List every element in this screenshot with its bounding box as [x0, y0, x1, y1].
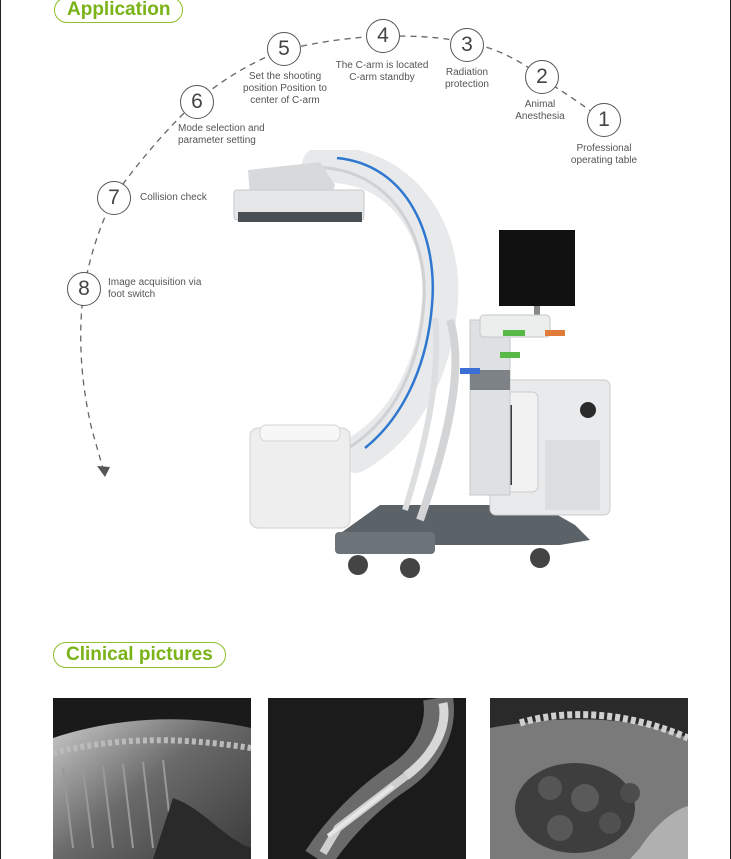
- xray-image-3: [490, 698, 688, 859]
- step-7-caption: Collision check: [140, 192, 207, 203]
- step-8-number: 8: [67, 272, 101, 306]
- step-1-number: 1: [587, 103, 621, 137]
- arc-arrowhead: [97, 466, 110, 477]
- step-5-number: 5: [267, 32, 301, 66]
- c-arm-machine-image: [230, 150, 620, 590]
- step-2-number: 2: [525, 60, 559, 94]
- step-2-caption: Animal Anesthesia: [515, 99, 565, 122]
- xray-image-1: [53, 698, 251, 859]
- step-5-caption: Set the shooting position Position to center of C-arm: [243, 71, 327, 106]
- step-4-caption: The C-arm is located C-arm standby: [335, 60, 429, 83]
- application-heading: Application: [54, 0, 183, 23]
- step-1-caption: Professional operating table: [570, 143, 638, 166]
- step-8-caption: Image acquisition via foot switch: [108, 277, 202, 300]
- monitor-screen: [499, 230, 575, 306]
- step-6-caption: Mode selection and parameter setting: [178, 123, 265, 146]
- step-4-number: 4: [366, 19, 400, 53]
- step-3-caption: Radiation protection: [445, 67, 489, 90]
- step-7-number: 7: [97, 181, 131, 215]
- step-3-number: 3: [450, 28, 484, 62]
- xray-image-2: [268, 698, 466, 859]
- step-6-number: 6: [180, 85, 214, 119]
- clinical-pictures-heading: Clinical pictures: [53, 642, 226, 668]
